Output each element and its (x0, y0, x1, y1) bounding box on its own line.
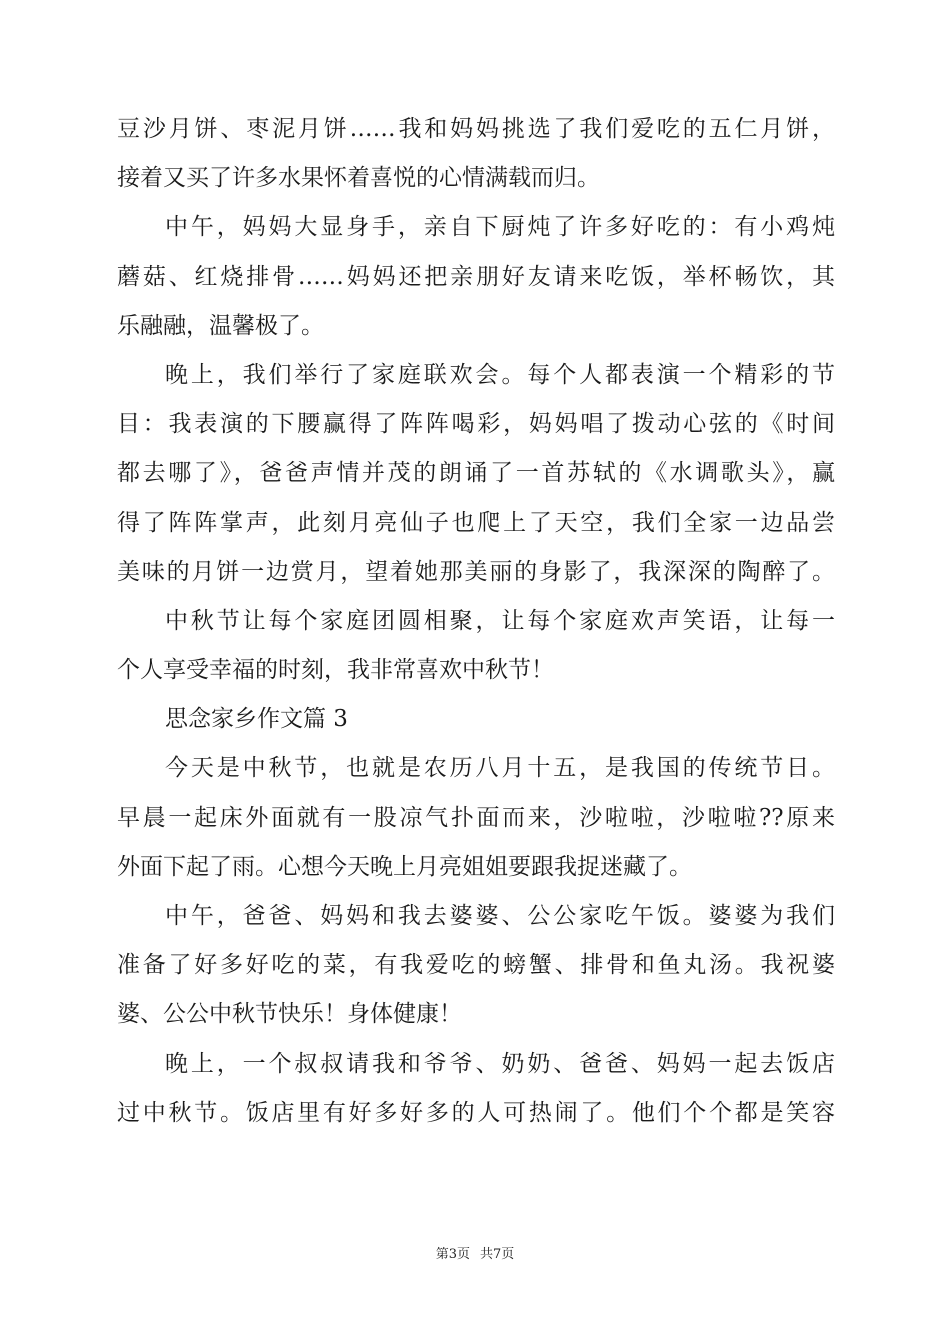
text-line: 晚上，一个叔叔请我和爷爷、奶奶、爸爸、妈妈一起去饭店 (165, 1050, 835, 1077)
text-line: 乐融融，温馨极了。 (117, 312, 324, 339)
text-line: 蘑菇、红烧排骨……妈妈还把亲朋好友请来吃饭，举杯畅饮，其 (117, 263, 835, 290)
text-line: 晚上，我们举行了家庭联欢会。每个人都表演一个精彩的节 (165, 361, 835, 388)
text-line: 得了阵阵掌声，此刻月亮仙子也爬上了天空，我们全家一边品尝 (117, 509, 835, 536)
text-line: 美味的月饼一边赏月，望着她那美丽的身影了，我深深的陶醉了。 (117, 558, 835, 585)
text-line: 过中秋节。饭店里有好多好多的人可热闹了。他们个个都是笑容 (117, 1099, 835, 1126)
text-line: 豆沙月饼、枣泥月饼……我和妈妈挑选了我们爱吃的五仁月饼， (117, 116, 835, 142)
text-line: 中午，爸爸、妈妈和我去婆婆、公公家吃午饭。婆婆为我们 (165, 903, 835, 929)
text-line: 都去哪了》，爸爸声情并茂的朗诵了一首苏轼的《水调歌头》，赢 (117, 460, 835, 487)
text-line: 接着又买了许多水果怀着喜悦的心情满载而归。 (117, 165, 600, 192)
article-body (117, 105, 835, 1138)
text-line: 外面下起了雨。心想今天晚上月亮姐姐要跟我捉迷藏了。 (117, 853, 692, 880)
text-line: 目：我表演的下腰赢得了阵阵喝彩，妈妈唱了拨动心弦的《时间 (117, 411, 835, 438)
text-line: 今天是中秋节，也就是农历八月十五，是我国的传统节日。 (165, 755, 835, 782)
text-line: 个人享受幸福的时刻，我非常喜欢中秋节！ (117, 657, 554, 684)
page-total: 共7页 (480, 1247, 515, 1262)
text-line: 中午，妈妈大显身手，亲自下厨炖了许多好吃的：有小鸡炖 (165, 214, 835, 241)
text-line: 准备了好多好吃的菜，有我爱吃的螃蟹、排骨和鱼丸汤。我祝婆 (117, 952, 835, 979)
page-number: 第3页 (435, 1247, 470, 1262)
section-heading: 思念家乡作文篇 3 (165, 706, 348, 733)
text-line: 婆、公公中秋节快乐！身体健康！ (117, 1001, 462, 1028)
page-footer (0, 1243, 950, 1262)
text-line: 中秋节让每个家庭团圆相聚，让每个家庭欢声笑语，让每一 (165, 607, 835, 634)
text-line: 早晨一起床外面就有一股凉气扑面而来，沙啦啦，沙啦啦??原来 (117, 804, 835, 831)
